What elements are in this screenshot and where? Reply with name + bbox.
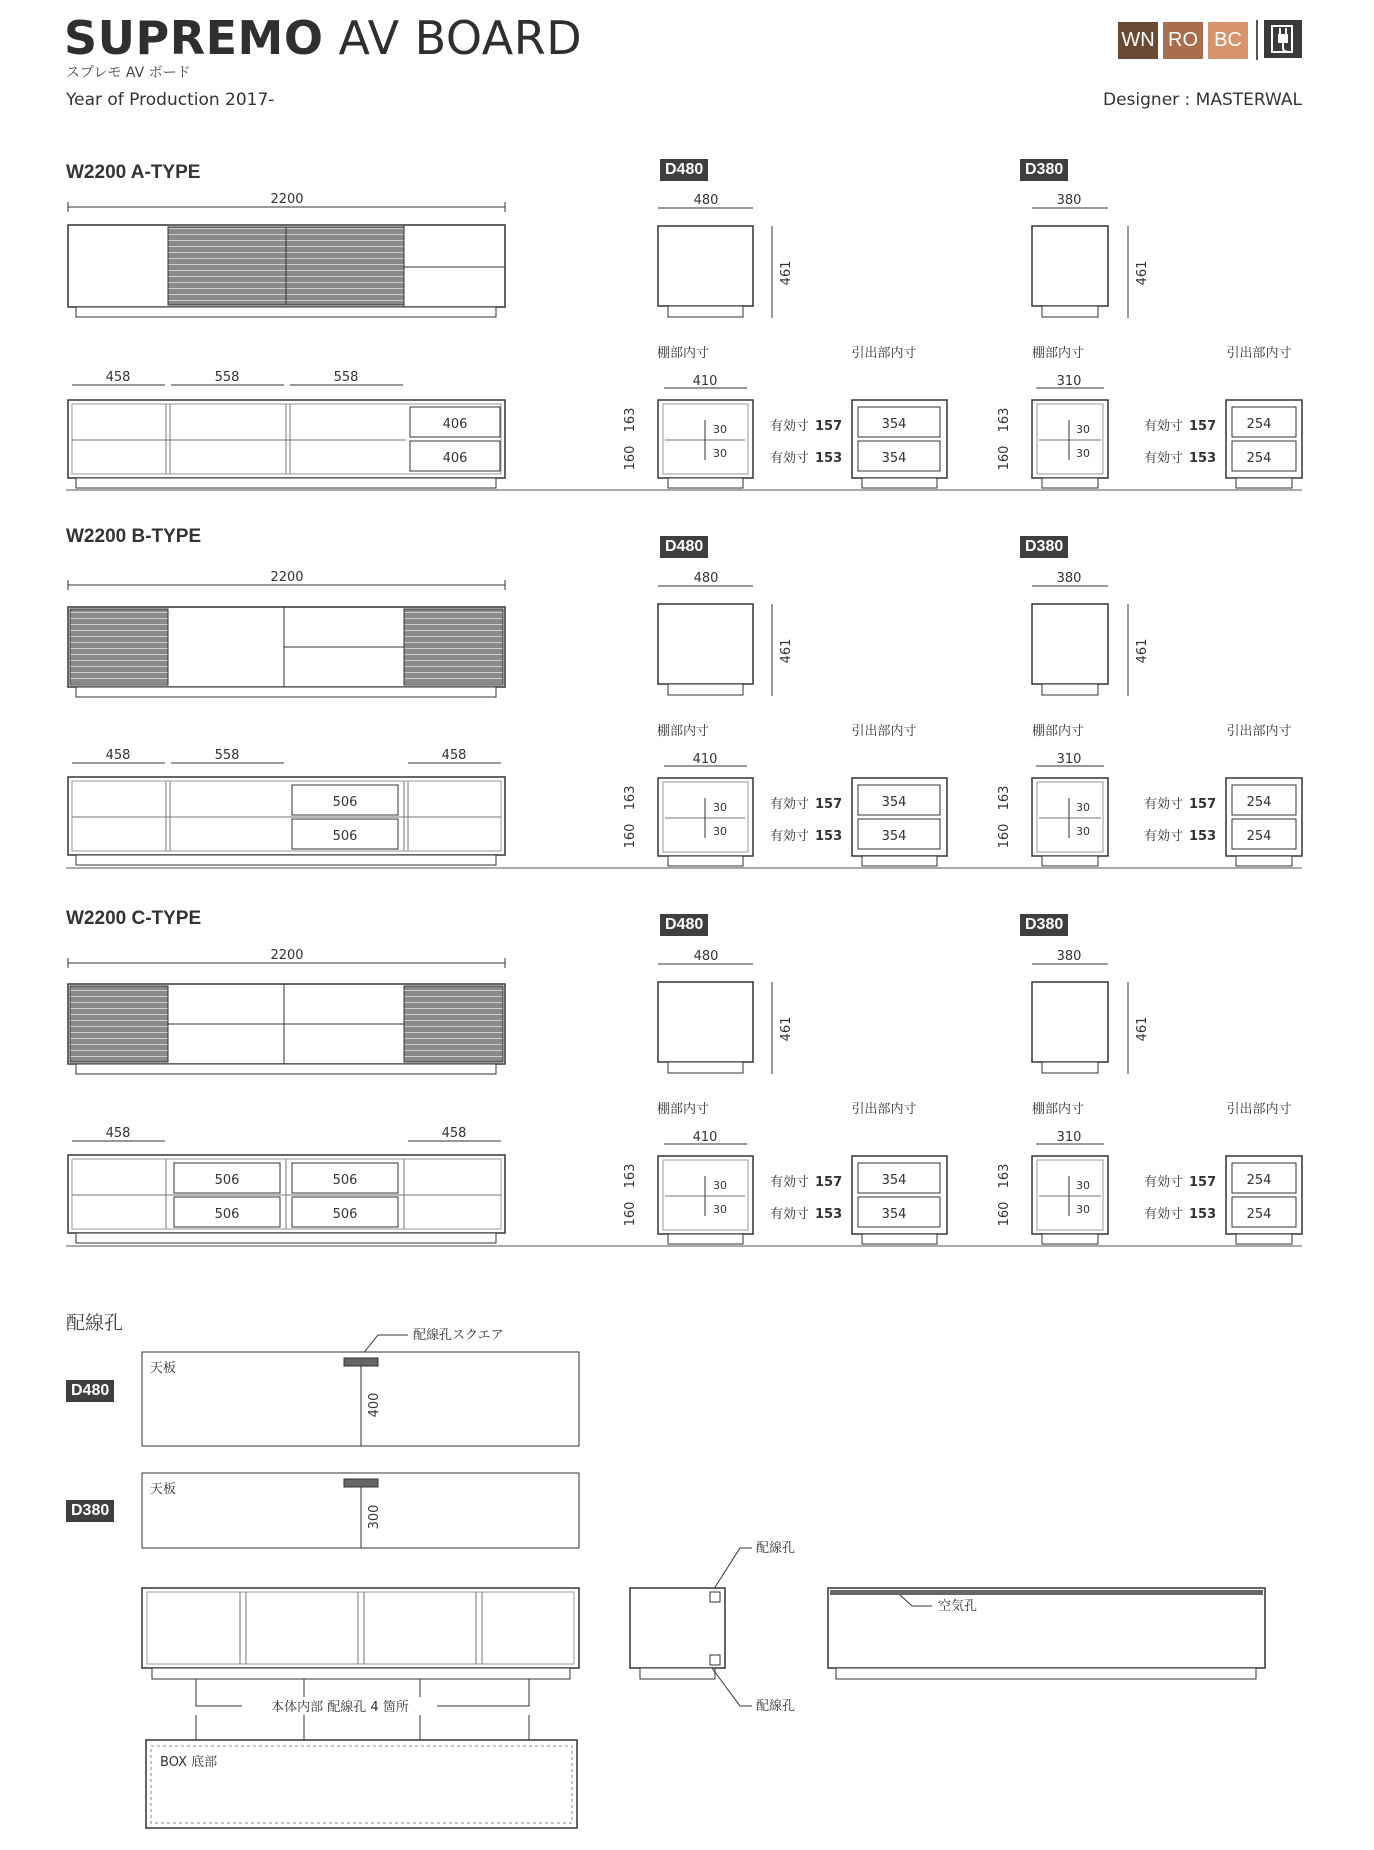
inner-dim-c-2: 458 [441, 1126, 467, 1141]
d480-width-a: 480 [693, 193, 719, 208]
d480-eff-label2-c: 有効寸 [770, 1207, 810, 1222]
drawer-inner-label-b-d480: 引出部内寸 [851, 724, 917, 739]
d480-eff2-a: 153 [815, 451, 843, 466]
d380-width-a: 380 [1056, 193, 1082, 208]
page-subtitle-kana: スプレモ AV ボード [66, 65, 191, 81]
tag-d480-c: D480 [660, 914, 708, 936]
drawer-inner-label-c-d380: 引出部内寸 [1226, 1102, 1292, 1117]
wiring-hole-label-top: 配線孔 [756, 1541, 796, 1556]
d380-eff-label2-b: 有効寸 [1144, 829, 1184, 844]
tag-d380-b: D380 [1020, 536, 1068, 558]
inner-dim-b-1: 458 [105, 748, 131, 763]
d380-width-c: 380 [1056, 949, 1082, 964]
d380-drawer1-b: 254 [1246, 795, 1272, 810]
tag-d380-a: D380 [1020, 159, 1068, 181]
drawer-dim-c-3: 506 [332, 1173, 358, 1188]
d480-drawer1-a: 354 [881, 417, 907, 432]
d380-eff2-b: 153 [1189, 829, 1217, 844]
d480-height-c: 461 [779, 1016, 794, 1042]
wiring-depth-d480: 400 [367, 1392, 382, 1418]
d480-eff-label1-a: 有効寸 [770, 419, 810, 434]
d480-h-lower-a: 160 [623, 445, 638, 471]
d480-h-lower-b: 160 [623, 823, 638, 849]
d380-eff2-c: 153 [1189, 1207, 1217, 1222]
d380-eff-label1-a: 有効寸 [1144, 419, 1184, 434]
d480-eff-label1-c: 有効寸 [770, 1175, 810, 1190]
d380-gap2-a: 30 [1076, 447, 1090, 460]
d480-width-b: 480 [693, 571, 719, 586]
box-bottom-label: BOX 底部 [160, 1755, 218, 1770]
top-board-label-d380: 天板 [150, 1482, 177, 1497]
shelf-inner-label-b-d480: 棚部内寸 [656, 724, 710, 739]
d380-eff-label1-b: 有効寸 [1144, 797, 1184, 812]
section-title-b-type: W2200 B-TYPE [66, 526, 202, 547]
shelf-inner-label-c-d380: 棚部内寸 [1031, 1102, 1085, 1117]
d380-eff1-b: 157 [1189, 797, 1217, 812]
d480-h-upper-a: 163 [623, 407, 638, 433]
d480-drawer1-b: 354 [881, 795, 907, 810]
d380-gap1-c: 30 [1076, 1179, 1090, 1192]
d380-gap1-b: 30 [1076, 801, 1090, 814]
d480-shelf-width-c: 410 [692, 1130, 718, 1145]
d480-shelf-width-b: 410 [692, 752, 718, 767]
dim-width-b: 2200 [270, 570, 304, 585]
tag-d480-b: D480 [660, 536, 708, 558]
wiring-section-title: 配線孔 [66, 1312, 124, 1334]
d480-eff-label1-b: 有効寸 [770, 797, 810, 812]
d380-h-lower-b: 160 [997, 823, 1012, 849]
drawer-dim-a-2: 406 [442, 451, 468, 466]
top-board-label-d480: 天板 [150, 1361, 177, 1376]
designer-credit: Designer : MASTERWAL [1103, 90, 1302, 110]
d380-height-a: 461 [1135, 260, 1150, 286]
d380-h-lower-a: 160 [997, 445, 1012, 471]
drawer-dim-c-2: 506 [214, 1207, 240, 1222]
shelf-inner-label-a-d480: 棚部内寸 [656, 346, 710, 361]
d480-drawer2-b: 354 [881, 829, 907, 844]
inner-dim-b-2: 558 [214, 748, 240, 763]
d480-h-upper-b: 163 [623, 785, 638, 811]
wiring-square-label: 配線孔スクエア [413, 1328, 504, 1343]
internal-holes-label: 本体内部 配線孔 4 箇所 [271, 1700, 409, 1715]
d480-h-upper-c: 163 [623, 1163, 638, 1189]
d480-width-c: 480 [693, 949, 719, 964]
wiring-hole-label-bottom: 配線孔 [756, 1699, 796, 1714]
d380-drawer2-c: 254 [1246, 1207, 1272, 1222]
d380-width-b: 380 [1056, 571, 1082, 586]
d380-eff1-c: 157 [1189, 1175, 1217, 1190]
d380-eff2-a: 153 [1189, 451, 1217, 466]
inner-dim-b-3: 458 [441, 748, 467, 763]
d380-eff1-a: 157 [1189, 419, 1217, 434]
section-title-a-type: W2200 A-TYPE [66, 162, 201, 183]
d480-eff1-a: 157 [815, 419, 843, 434]
d380-drawer2-b: 254 [1246, 829, 1272, 844]
d480-drawer1-c: 354 [881, 1173, 907, 1188]
d380-h-upper-c: 163 [997, 1163, 1012, 1189]
drawer-dim-b-1: 506 [332, 795, 358, 810]
drawer-inner-label-a-d480: 引出部内寸 [851, 346, 917, 361]
d480-gap2-c: 30 [713, 1203, 727, 1216]
d480-gap2-b: 30 [713, 825, 727, 838]
tag-d480-a: D480 [660, 159, 708, 181]
d380-shelf-width-c: 310 [1056, 1130, 1082, 1145]
tag-d380-c: D380 [1020, 914, 1068, 936]
d380-gap2-b: 30 [1076, 825, 1090, 838]
d480-eff2-c: 153 [815, 1207, 843, 1222]
drawer-dim-c-1: 506 [214, 1173, 240, 1188]
d480-gap1-b: 30 [713, 801, 727, 814]
shelf-inner-label-b-d380: 棚部内寸 [1031, 724, 1085, 739]
d480-gap2-a: 30 [713, 447, 727, 460]
section-title-c-type: W2200 C-TYPE [66, 908, 202, 929]
d480-eff-label2-a: 有効寸 [770, 451, 810, 466]
d480-gap1-a: 30 [713, 423, 727, 436]
d380-h-upper-b: 163 [997, 785, 1012, 811]
inner-dim-a-3: 558 [333, 370, 359, 385]
d380-h-upper-a: 163 [997, 407, 1012, 433]
d380-drawer1-a: 254 [1246, 417, 1272, 432]
drawer-inner-label-a-d380: 引出部内寸 [1226, 346, 1292, 361]
d380-eff-label1-c: 有効寸 [1144, 1175, 1184, 1190]
inner-dim-c-1: 458 [105, 1126, 131, 1141]
d380-eff-label2-c: 有効寸 [1144, 1207, 1184, 1222]
d380-shelf-width-b: 310 [1056, 752, 1082, 767]
wiring-depth-d380: 300 [367, 1504, 382, 1530]
tag-d480-wiring: D480 [66, 1380, 114, 1402]
d480-eff2-b: 153 [815, 829, 843, 844]
d380-shelf-width-a: 310 [1056, 374, 1082, 389]
d480-eff1-c: 157 [815, 1175, 843, 1190]
d380-drawer1-c: 254 [1246, 1173, 1272, 1188]
production-year: Year of Production 2017- [66, 90, 275, 110]
inner-dim-a-1: 458 [105, 370, 131, 385]
d480-shelf-width-a: 410 [692, 374, 718, 389]
page-title: SUPREMO AV BOARD [64, 11, 583, 65]
d380-gap1-a: 30 [1076, 423, 1090, 436]
finish-badge-wn: WN [1118, 22, 1158, 59]
d380-eff-label2-a: 有効寸 [1144, 451, 1184, 466]
shelf-inner-label-c-d480: 棚部内寸 [656, 1102, 710, 1117]
drawer-inner-label-c-d480: 引出部内寸 [851, 1102, 917, 1117]
d380-gap2-c: 30 [1076, 1203, 1090, 1216]
d380-height-c: 461 [1135, 1016, 1150, 1042]
drawer-inner-label-b-d380: 引出部内寸 [1226, 724, 1292, 739]
dim-width-a: 2200 [270, 192, 304, 207]
finish-badge-bc: BC [1208, 22, 1248, 59]
tag-d380-wiring: D380 [66, 1500, 114, 1522]
air-hole-label: 空気孔 [938, 1599, 978, 1614]
d480-drawer2-a: 354 [881, 451, 907, 466]
d380-height-b: 461 [1135, 638, 1150, 664]
d480-drawer2-c: 354 [881, 1207, 907, 1222]
d480-height-a: 461 [779, 260, 794, 286]
d480-h-lower-c: 160 [623, 1201, 638, 1227]
d480-height-b: 461 [779, 638, 794, 664]
dim-width-c: 2200 [270, 948, 304, 963]
finish-badge-ro: RO [1163, 22, 1203, 59]
shelf-inner-label-a-d380: 棚部内寸 [1031, 346, 1085, 361]
d480-gap1-c: 30 [713, 1179, 727, 1192]
d480-eff1-b: 157 [815, 797, 843, 812]
inner-dim-a-2: 558 [214, 370, 240, 385]
d380-h-lower-c: 160 [997, 1201, 1012, 1227]
drawer-dim-a-1: 406 [442, 417, 468, 432]
d380-drawer2-a: 254 [1246, 451, 1272, 466]
d480-eff-label2-b: 有効寸 [770, 829, 810, 844]
drawer-dim-c-4: 506 [332, 1207, 358, 1222]
drawer-dim-b-2: 506 [332, 829, 358, 844]
